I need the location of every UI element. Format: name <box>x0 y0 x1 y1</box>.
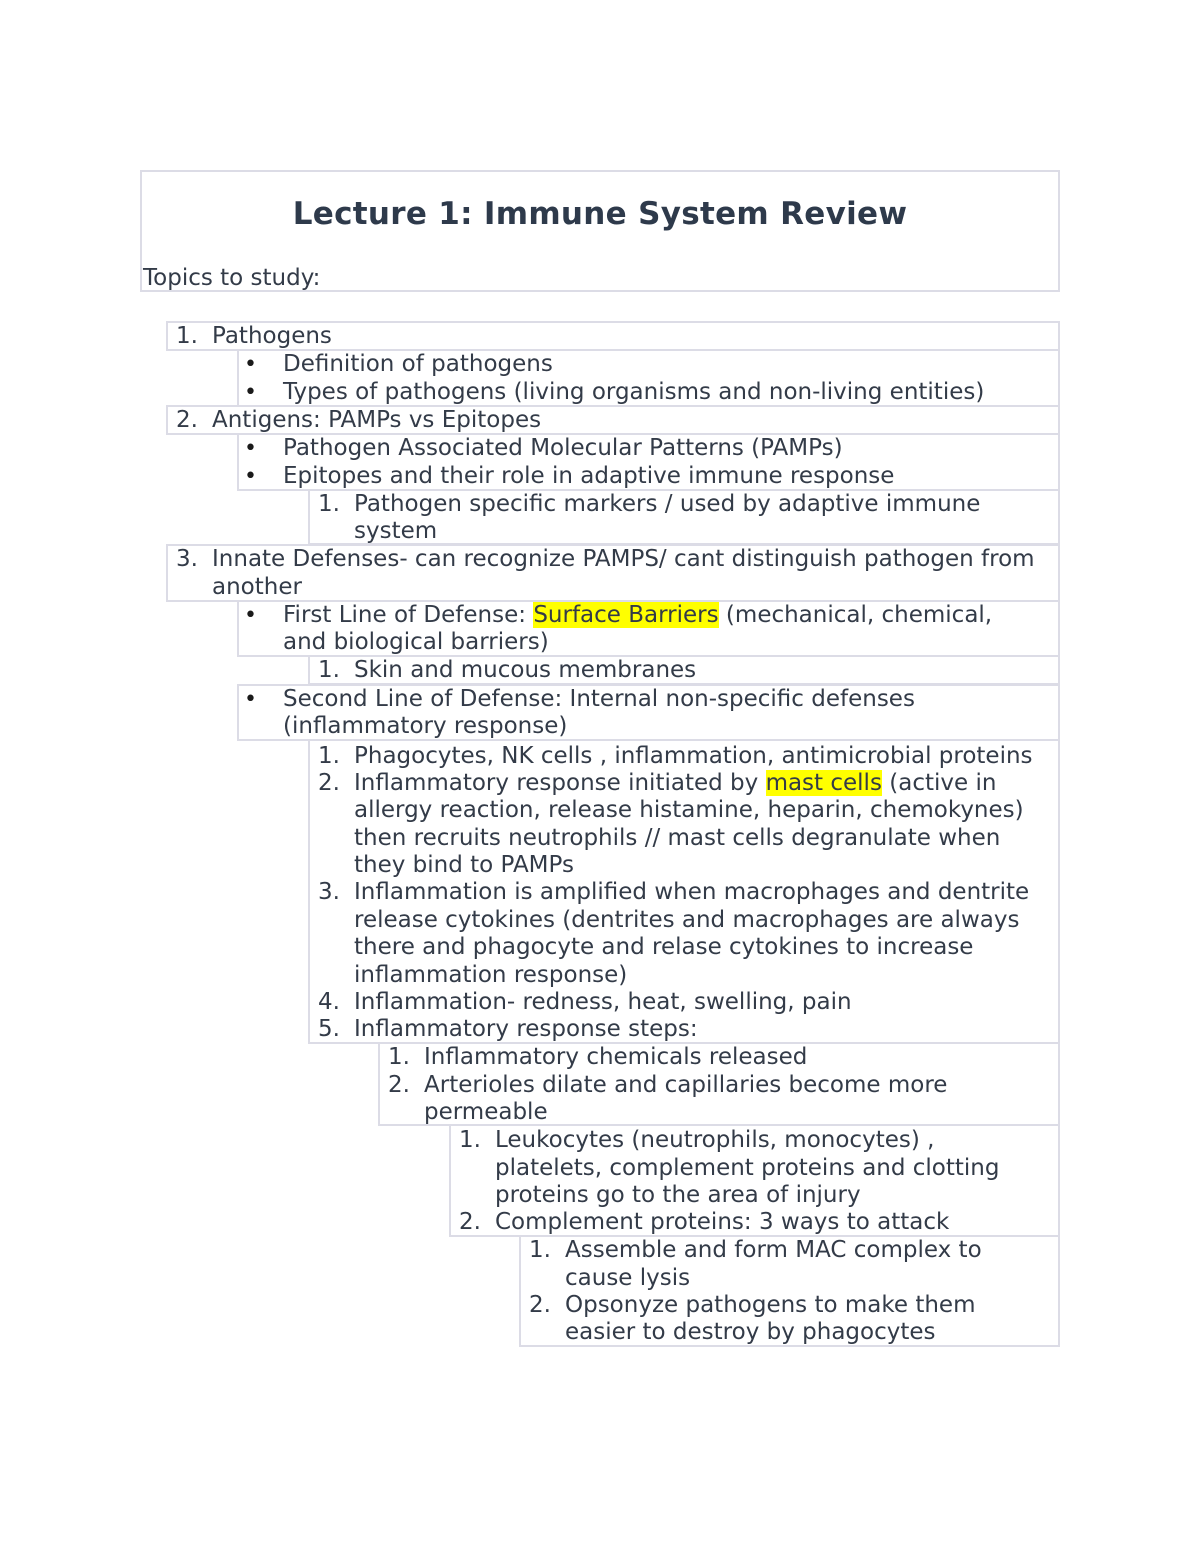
list-item: Phagocytes, NK cells , inflammation, antimicrobial proteins <box>354 743 1033 769</box>
list-item-continued: allergy reaction, release histamine, heparin, chemokynes) <box>354 797 1024 823</box>
list-item: Arterioles dilate and capillaries become more <box>424 1072 948 1098</box>
list-number: 3. <box>176 546 198 572</box>
list-item-innate: Innate Defenses- can recognize PAMPS/ cant distinguish pathogen from <box>212 546 1035 572</box>
list-item: Inflammation- redness, heat, swelling, pain <box>354 989 852 1015</box>
list-item: Complement proteins: 3 ways to attack <box>495 1209 950 1235</box>
list-item: Assemble and form MAC complex to <box>565 1237 982 1263</box>
list-item: Inflammation is amplified when macrophages and dentrite <box>354 879 1030 905</box>
list-number: 1. <box>318 743 340 769</box>
list-item-continued: proteins go to the area of injury <box>495 1182 861 1208</box>
list-item-continued: inflammation response) <box>354 962 628 988</box>
list-item-continued: they bind to PAMPs <box>354 852 574 878</box>
list-number: 2. <box>459 1209 481 1235</box>
list-item-continued: another <box>212 574 302 600</box>
list-number: 1. <box>318 491 340 517</box>
list-number: 1. <box>318 657 340 683</box>
list-number: 2. <box>318 770 340 796</box>
list-item-pathogens: Pathogens <box>212 323 332 349</box>
list-item-first-line <box>283 602 992 629</box>
list-item: Types of pathogens (living organisms and non-living entities) <box>283 379 985 405</box>
text-run: (active in <box>881 770 997 796</box>
bullet-icon: • <box>244 603 257 628</box>
list-number: 3. <box>318 879 340 905</box>
list-number: 2. <box>388 1072 410 1098</box>
list-item-continued: easier to destroy by phagocytes <box>565 1319 936 1345</box>
list-number: 1. <box>388 1044 410 1070</box>
list-item: Definition of pathogens <box>283 351 553 377</box>
list-item-continued: (inflammatory response) <box>283 713 568 739</box>
list-number: 1. <box>529 1237 551 1263</box>
list-number: 2. <box>529 1292 551 1318</box>
list-item-continued: release cytokines (dentrites and macrophages are always <box>354 907 1020 933</box>
bullet-icon: • <box>244 352 257 377</box>
bullet-icon: • <box>244 687 257 712</box>
list-item-continued: permeable <box>424 1099 548 1125</box>
list-item-continued: cause lysis <box>565 1265 691 1291</box>
text-run: (mechanical, chemical, <box>718 602 993 628</box>
list-item-antigens: Antigens: PAMPs vs Epitopes <box>212 407 542 433</box>
list-item <box>354 770 996 797</box>
list-item: Inflammatory chemicals released <box>424 1044 808 1070</box>
list-item-continued: there and phagocyte and relase cytokines to increase <box>354 934 974 960</box>
list-item: Pathogen Associated Molecular Patterns (PAMPs) <box>283 435 843 461</box>
bullet-icon: • <box>244 464 257 489</box>
highlighted-text: mast cells <box>765 770 882 796</box>
topics-heading: Topics to study: <box>143 265 321 291</box>
list-item-continued: system <box>354 518 438 544</box>
list-item-continued: and biological barriers) <box>283 629 549 655</box>
list-number: 1. <box>459 1127 481 1153</box>
list-item-continued: then recruits neutrophils // mast cells degranulate when <box>354 825 1001 851</box>
list-item-continued: platelets, complement proteins and clotting <box>495 1155 1000 1181</box>
list-item: Leukocytes (neutrophils, monocytes) , <box>495 1127 935 1153</box>
list-item: Opsonyze pathogens to make them <box>565 1292 976 1318</box>
list-item: Pathogen specific markers / used by adaptive immune <box>354 491 981 517</box>
list-number: 5. <box>318 1016 340 1042</box>
list-item: Epitopes and their role in adaptive immune response <box>283 463 895 489</box>
bullet-icon: • <box>244 436 257 461</box>
text-run: Inflammatory response initiated by <box>354 770 766 796</box>
list-item: Skin and mucous membranes <box>354 657 697 683</box>
list-number: 2. <box>176 407 198 433</box>
text-run: First Line of Defense: <box>283 602 534 628</box>
highlighted-text: Surface Barriers <box>533 602 719 628</box>
bullet-icon: • <box>244 380 257 405</box>
list-item: Inflammatory response steps: <box>354 1016 698 1042</box>
list-number: 4. <box>318 989 340 1015</box>
list-item-second-line: Second Line of Defense: Internal non-specific defenses <box>283 686 915 712</box>
document-title: Lecture 1: Immune System Review <box>292 196 908 232</box>
list-number: 1. <box>176 323 198 349</box>
